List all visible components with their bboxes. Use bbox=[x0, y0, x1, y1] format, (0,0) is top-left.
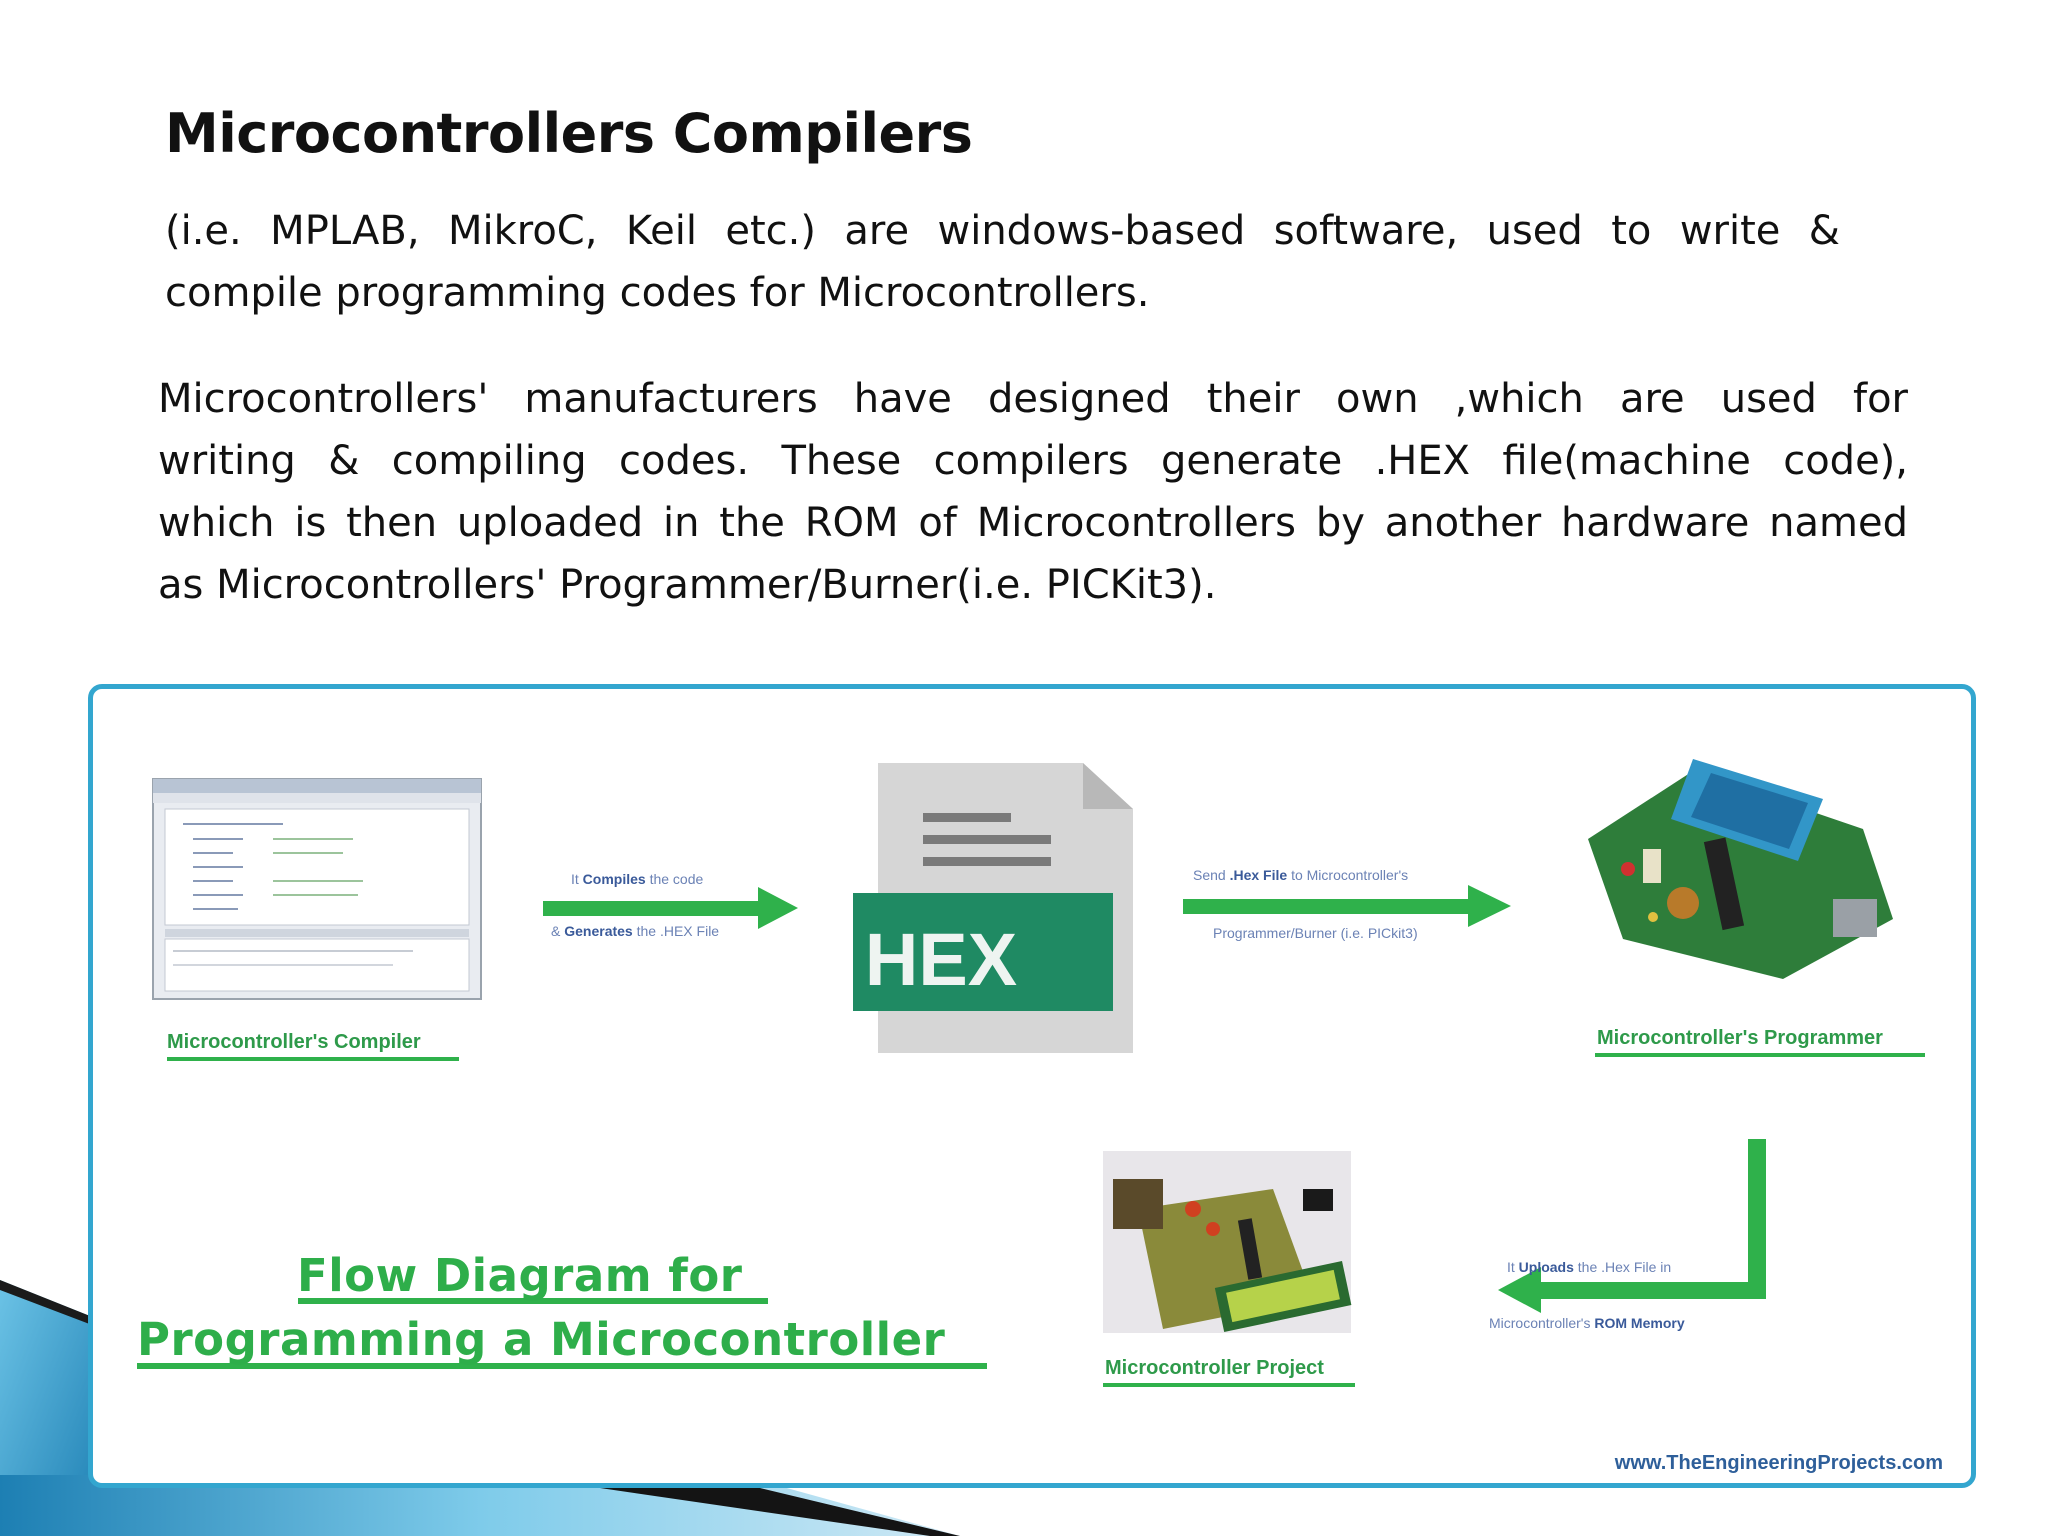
paragraph-line: as Microcontrollers' Programmer/Burner(i.e. PICKit3). bbox=[158, 562, 1217, 608]
compiler-label: Microcontroller's Compiler bbox=[167, 1031, 421, 1053]
flow-title-line2: Programming a Microcontroller bbox=[137, 1313, 946, 1366]
arrow-send-text-line2: Programmer/Burner (i.e. PICkit3) bbox=[1213, 925, 1418, 941]
arrow-compile-text-line2: & Generates the .HEX File bbox=[551, 923, 720, 939]
compiler-screenshot bbox=[153, 779, 481, 999]
programmer-board-image bbox=[1588, 759, 1893, 979]
paragraph-manufacturers bbox=[158, 368, 1908, 616]
flow-title-line1: Flow Diagram for bbox=[297, 1249, 743, 1302]
flow-diagram bbox=[88, 684, 1976, 1488]
paragraph-line: Microcontrollers' manufacturers have designed their own ,which are used for bbox=[158, 376, 1908, 422]
arrow-send-hex bbox=[1183, 885, 1511, 927]
project-label-underline bbox=[1103, 1383, 1355, 1387]
compiler-label-underline bbox=[167, 1057, 459, 1061]
flow-diagram-graphics bbox=[93, 689, 1976, 1488]
arrow-upload-text-line1: It Uploads the .Hex File in bbox=[1507, 1259, 1672, 1275]
paragraph-compilers-intro bbox=[165, 200, 1840, 324]
paragraph-line: compile programming codes for Microcontrollers. bbox=[165, 270, 1150, 316]
arrow-send-text-line1: Send .Hex File to Microcontroller's bbox=[1193, 867, 1409, 883]
arrow-compile-text-line1: It Compiles the code bbox=[571, 871, 704, 887]
hex-icon-text: HEX bbox=[864, 918, 1018, 1001]
website-watermark: www.TheEngineeringProjects.com bbox=[1614, 1452, 1943, 1474]
arrow-upload bbox=[1498, 1139, 1766, 1313]
programmer-label: Microcontroller's Programmer bbox=[1597, 1027, 1883, 1049]
slide-title: Microcontrollers Compilers bbox=[165, 102, 973, 165]
project-board-image bbox=[1103, 1151, 1351, 1333]
programmer-label-underline bbox=[1595, 1053, 1925, 1057]
paragraph-line: which is then uploaded in the ROM of Microcontrollers by another hardware named bbox=[158, 500, 1908, 546]
paragraph-line: writing & compiling codes. These compilers generate .HEX file(machine code), bbox=[158, 438, 1908, 484]
arrow-upload-text-line2: Microcontroller's ROM Memory bbox=[1489, 1315, 1685, 1331]
paragraph-line: (i.e. MPLAB, MikroC, Keil etc.) are windows-based software, used to write & bbox=[165, 208, 1840, 254]
hex-file-icon bbox=[853, 763, 1133, 1053]
project-label: Microcontroller Project bbox=[1105, 1357, 1324, 1379]
